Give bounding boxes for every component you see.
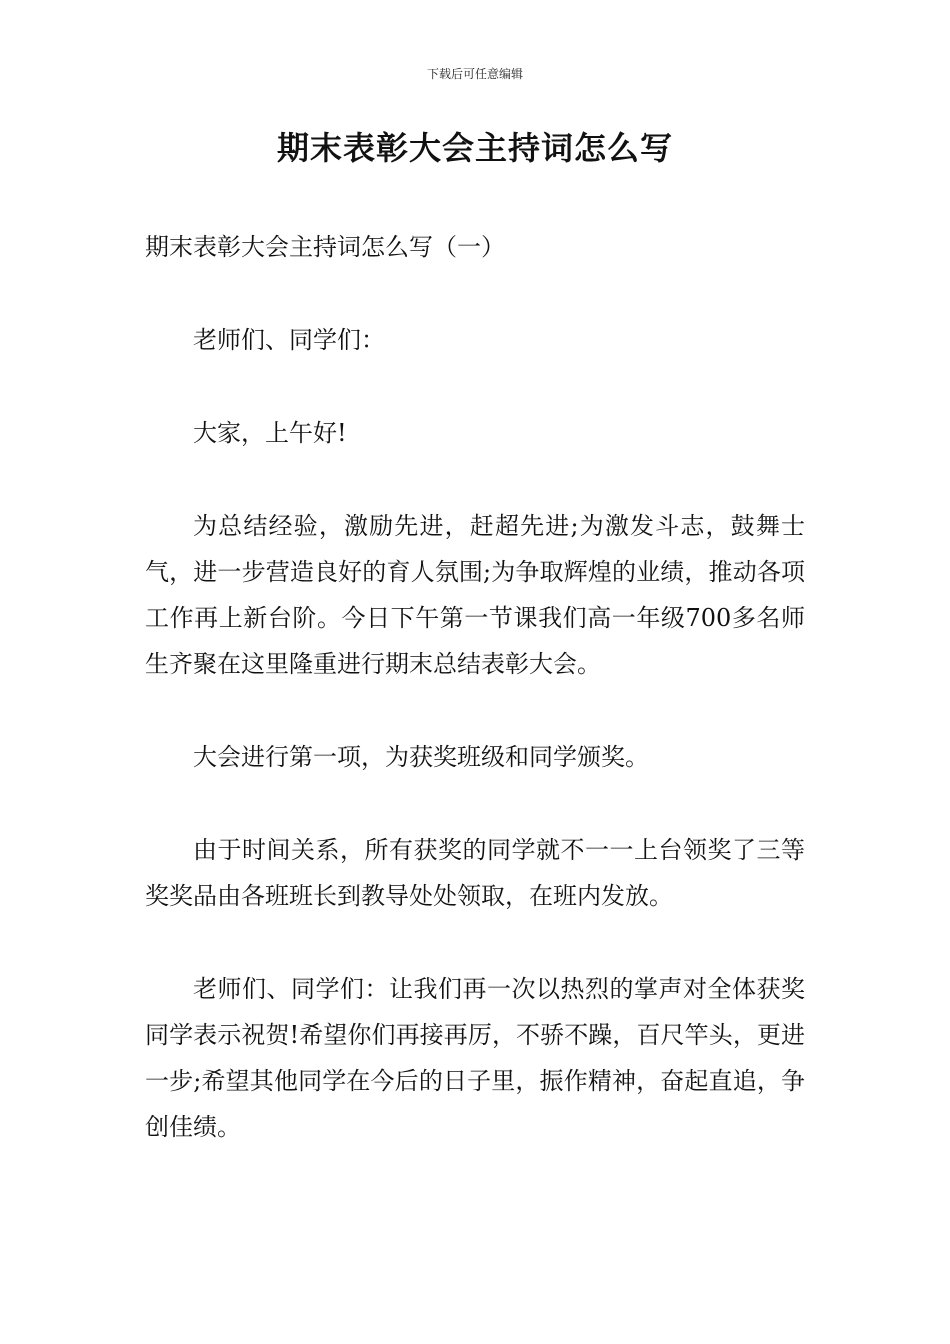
paragraph-good-morning: 大家，上午好!	[193, 419, 347, 447]
paragraph-first-item: 大会进行第一项，为获奖班级和同学颁奖。	[193, 743, 649, 771]
document-title: 期末表彰大会主持词怎么写	[276, 129, 673, 167]
paragraph-congratulations: 老师们、同学们：让我们再一次以热烈的掌声对全体获奖同学表示祝贺!希望你们再接再厉，不骄不躁，百尺竿头，更进一步;希望其他同学在今后的日子里，振作精神，奋起直追，争创佳绩。	[145, 975, 805, 1141]
document-body	[145, 224, 805, 1197]
paragraph-award-note: 由于时间关系，所有获奖的同学就不一一上台领奖了三等奖奖品由各班班长到教导处处领取，在班内发放。	[145, 836, 805, 910]
section-heading: 期末表彰大会主持词怎么写（一）	[145, 233, 505, 261]
paragraph-greeting: 老师们、同学们：	[193, 326, 385, 354]
paragraph-introduction: 为总结经验，激励先进，赶超先进;为激发斗志，鼓舞士气，进一步营造良好的育人氛围;为争取辉煌的业绩，推动各项工作再上新台阶。今日下午第一节课我们高一年级700多名师生齐聚在这里隆重进行期末总结表彰大会。	[145, 512, 805, 678]
header-note: 下载后可任意编辑	[426, 67, 523, 81]
